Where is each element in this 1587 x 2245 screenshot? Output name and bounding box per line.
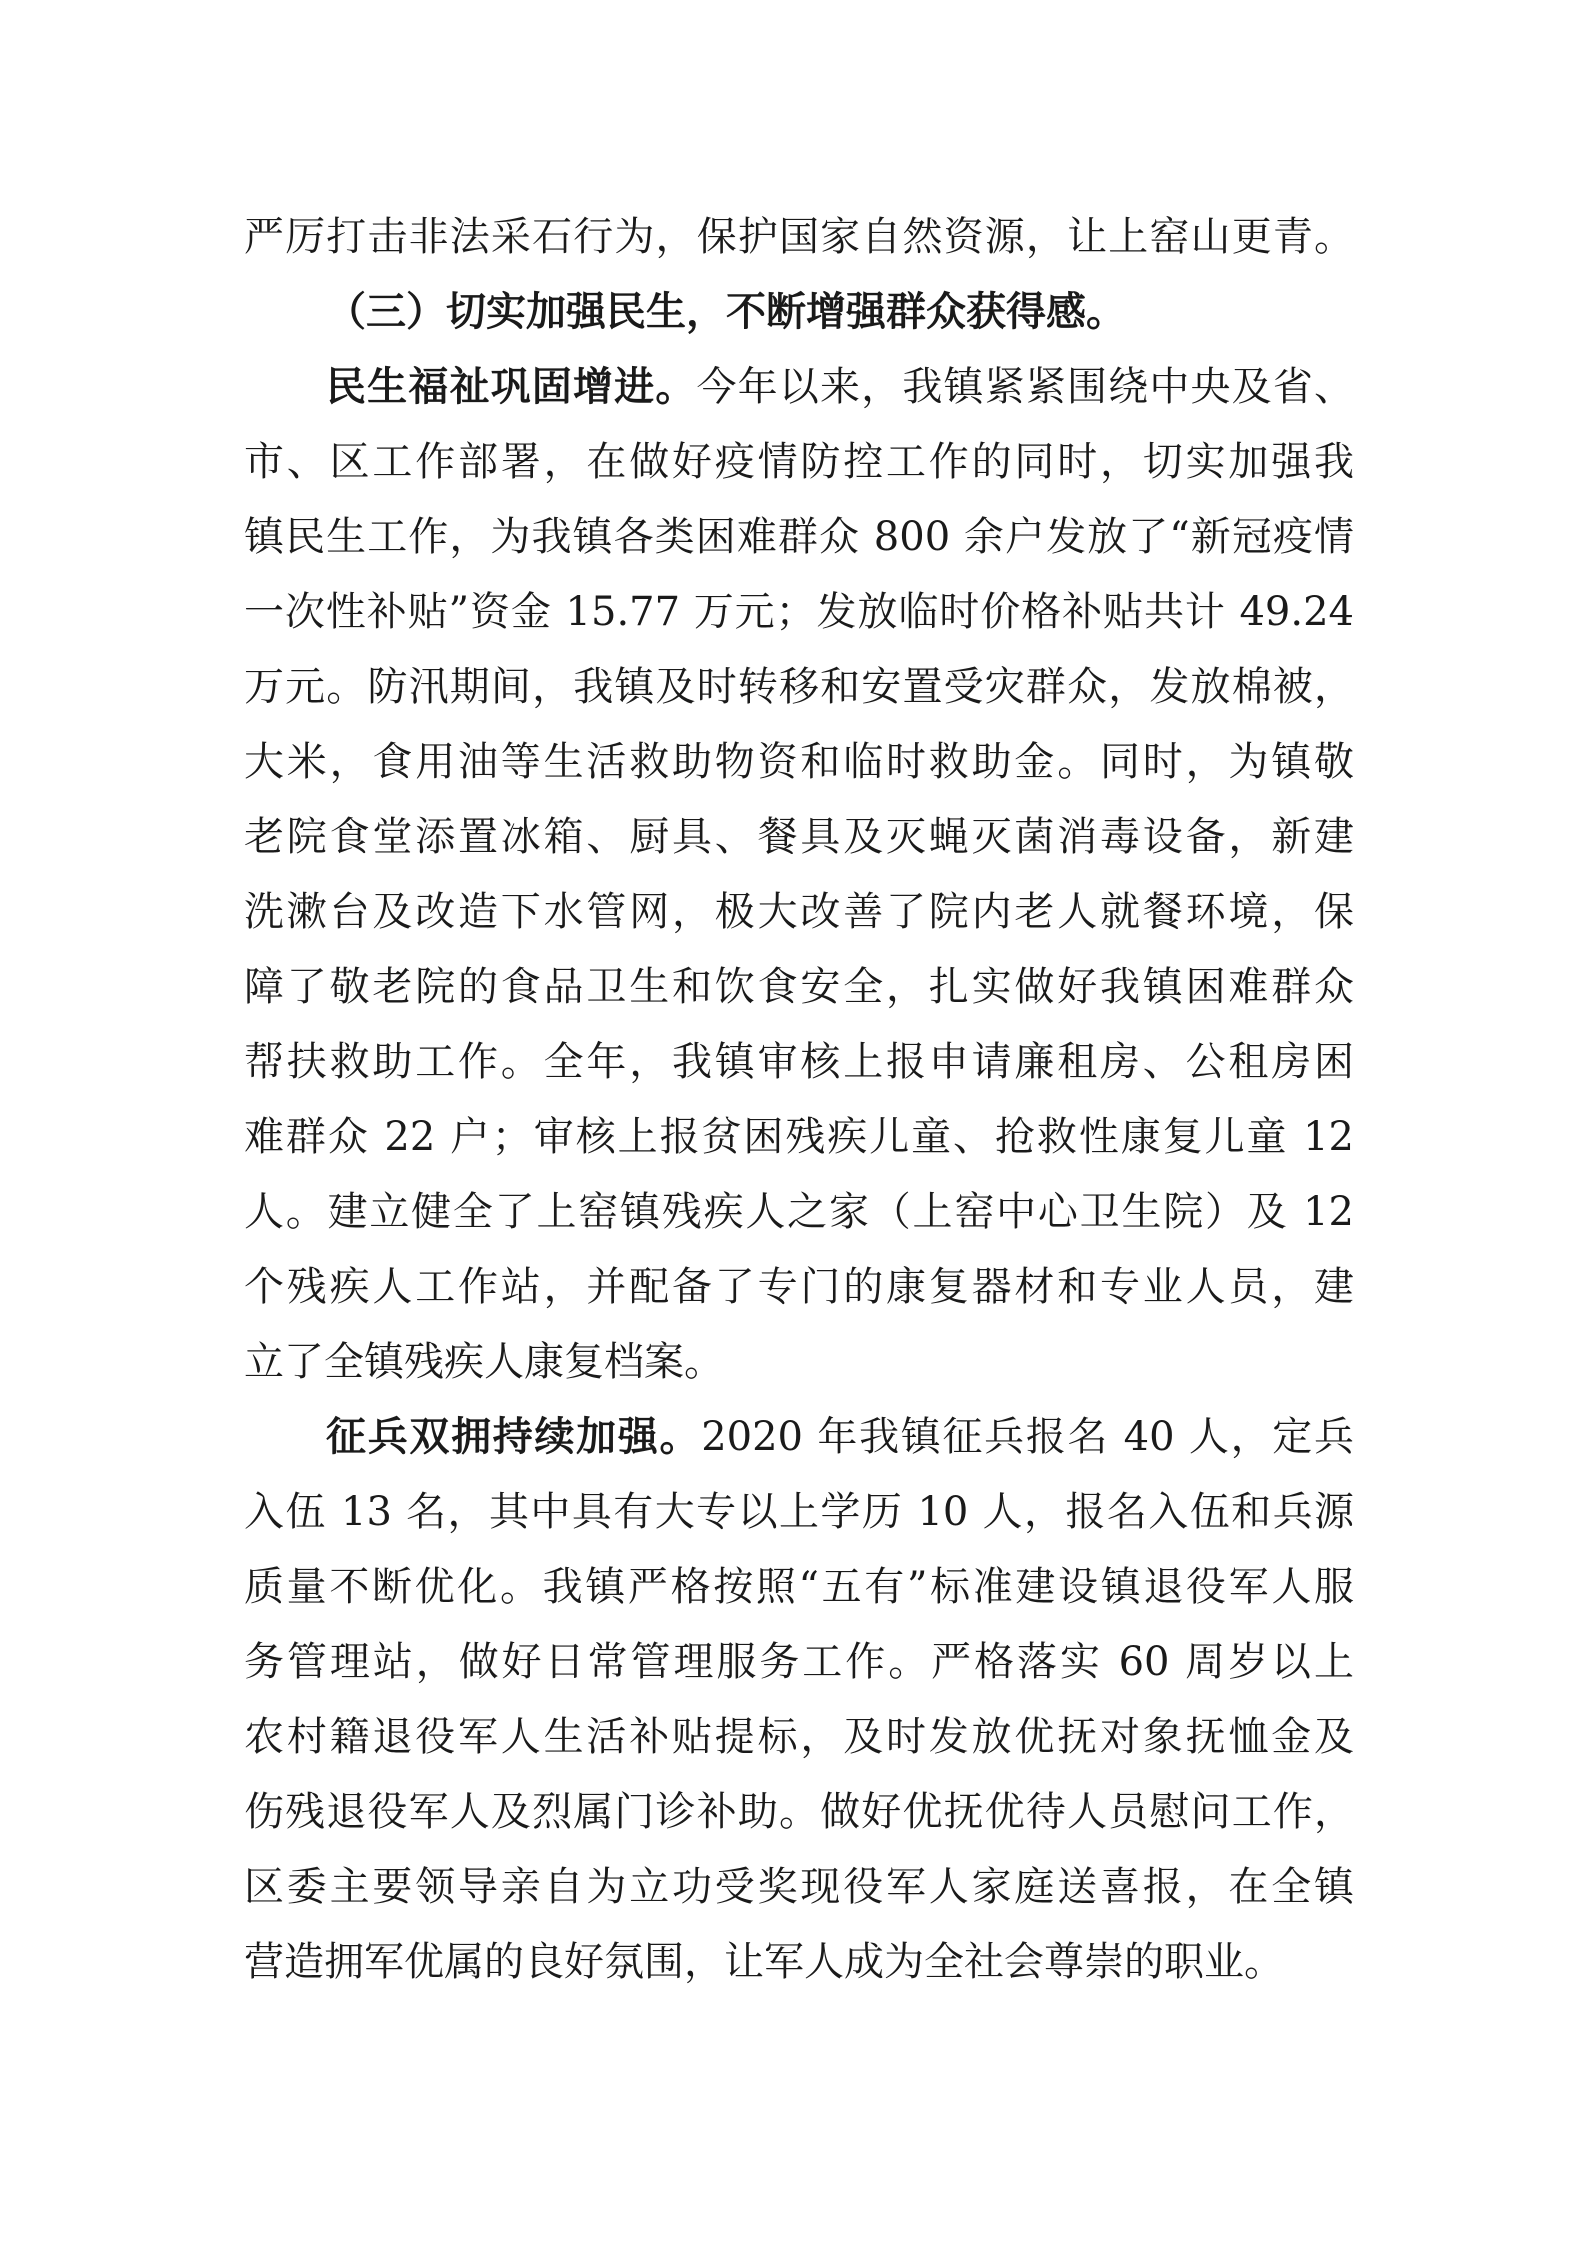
paragraph1-line: 个残疾人工作站，并配备了专门的康复器材和专业人员，建 bbox=[244, 1264, 1354, 1310]
paragraph2-line: 伤残退役军人及烈属门诊补助。做好优抚优待人员慰问工作， bbox=[244, 1789, 1354, 1835]
paragraph2-line: 农村籍退役军人生活补贴提标，及时发放优抚对象抚恤金及 bbox=[244, 1714, 1354, 1760]
paragraph1-line: 老院食堂添置冰箱、厨具、餐具及灭蝇灭菌消毒设备，新建 bbox=[244, 814, 1354, 860]
paragraph1-line: 帮扶救助工作。全年，我镇审核上报申请廉租房、公租房困 bbox=[244, 1039, 1354, 1085]
paragraph1-line: 一次性补贴”资金 15.77 万元；发放临时价格补贴共计 49.24 bbox=[244, 589, 1354, 635]
paragraph1-line: 万元。防汛期间，我镇及时转移和安置受灾群众，发放棉被， bbox=[244, 664, 1354, 710]
paragraph1-line: 民生福祉巩固增进。今年以来，我镇紧紧围绕中央及省、 bbox=[326, 364, 1354, 410]
body-text bbox=[244, 200, 1354, 2000]
paragraph2-line: 入伍 13 名，其中具有大专以上学历 10 人，报名入伍和兵源 bbox=[244, 1489, 1354, 1535]
paragraph2-lead: 征兵双拥持续加强。 bbox=[326, 1414, 702, 1460]
paragraph2-line: 质量不断优化。我镇严格按照“五有”标准建设镇退役军人服 bbox=[244, 1564, 1354, 1610]
paragraph1-line: 立了全镇残疾人康复档案。 bbox=[244, 1339, 724, 1385]
paragraph2-line: 征兵双拥持续加强。2020 年我镇征兵报名 40 人，定兵 bbox=[326, 1414, 1354, 1460]
paragraph1-line: 市、区工作部署，在做好疫情防控工作的同时，切实加强我 bbox=[244, 439, 1354, 485]
paragraph1-line: 镇民生工作，为我镇各类困难群众 800 余户发放了“新冠疫情 bbox=[244, 514, 1354, 560]
paragraph2-line: 区委主要领导亲自为立功受奖现役军人家庭送喜报，在全镇 bbox=[244, 1864, 1354, 1910]
paragraph1-line: 人。建立健全了上窑镇残疾人之家（上窑中心卫生院）及 12 bbox=[244, 1189, 1354, 1235]
paragraph1-line: 难群众 22 户；审核上报贫困残疾儿童、抢救性康复儿童 12 bbox=[244, 1114, 1354, 1160]
paragraph1-line: 大米，食用油等生活救助物资和临时救助金。同时，为镇敬 bbox=[244, 739, 1354, 785]
paragraph1-lead: 民生福祉巩固增进。 bbox=[326, 364, 697, 410]
paragraph1-line: 洗漱台及改造下水管网，极大改善了院内老人就餐环境，保 bbox=[244, 889, 1354, 935]
paragraph2-line: 务管理站，做好日常管理服务工作。严格落实 60 周岁以上 bbox=[244, 1639, 1354, 1685]
paragraph1-line: 障了敬老院的食品卫生和饮食安全，扎实做好我镇困难群众 bbox=[244, 964, 1354, 1010]
carryover-line: 严厉打击非法采石行为，保护国家自然资源，让上窑山更青。 bbox=[244, 214, 1354, 260]
section-heading: （三）切实加强民生，不断增强群众获得感。 bbox=[326, 289, 1126, 335]
paragraph2-line: 营造拥军优属的良好氛围，让军人成为全社会尊崇的职业。 bbox=[244, 1939, 1284, 1985]
